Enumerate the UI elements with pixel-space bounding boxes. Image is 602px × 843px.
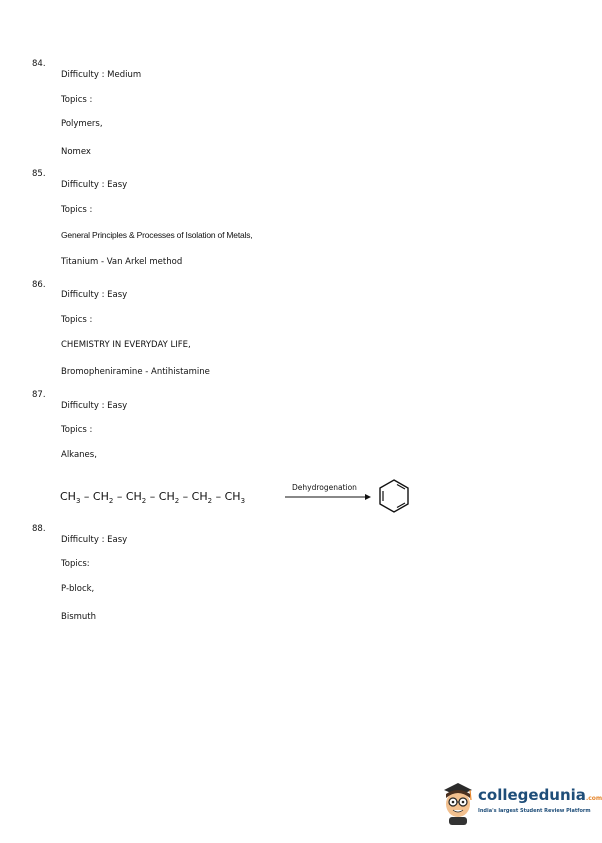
- logo-tld: .com: [585, 795, 602, 802]
- answer-text: Nomex: [61, 147, 91, 157]
- difficulty-label: Difficulty : Medium: [61, 70, 142, 80]
- topic-name: Polymers,: [61, 119, 103, 129]
- question-number: 86.: [32, 280, 46, 290]
- dehydrogenation-reaction: [60, 478, 420, 518]
- benzene-ring-icon: [376, 478, 412, 514]
- question-number: 87.: [32, 390, 46, 400]
- topics-label: Topics :: [61, 315, 93, 325]
- topics-label: Topics :: [61, 95, 93, 105]
- question-number: 88.: [32, 524, 46, 534]
- arrow-label: Dehydrogenation: [292, 483, 357, 492]
- topic-name: Alkanes,: [61, 450, 97, 460]
- answer-text: Titanium - Van Arkel method: [61, 257, 183, 267]
- difficulty-label: Difficulty : Easy: [61, 180, 128, 190]
- question-number: 84.: [32, 59, 46, 69]
- topics-label: Topics :: [61, 425, 93, 435]
- difficulty-label: Difficulty : Easy: [61, 535, 128, 545]
- reaction-arrow-icon: [285, 492, 371, 502]
- topic-name: P-block,: [61, 584, 95, 594]
- answer-text: Bromopheniramine - Antihistamine: [61, 367, 210, 377]
- topic-name: General Principles & Processes of Isolation of Metals,: [61, 230, 253, 240]
- hexane-formula: $CH_3 - CH_2 - CH_2 - CH_2 - CH_2 - CH_3$: [60, 490, 246, 506]
- question-number: 85.: [32, 169, 46, 179]
- topics-label: Topics:: [61, 559, 90, 569]
- logo-wordmark: collegedunia: [478, 786, 586, 804]
- difficulty-label: Difficulty : Easy: [61, 290, 128, 300]
- logo-tagline: India's largest Student Review Platform: [478, 808, 591, 814]
- topics-label: Topics :: [61, 205, 93, 215]
- mascot-icon: [440, 780, 476, 825]
- collegedunia-logo[interactable]: [440, 780, 602, 825]
- topic-name: CHEMISTRY IN EVERYDAY LIFE,: [61, 340, 191, 350]
- answer-text: Bismuth: [61, 612, 97, 622]
- difficulty-label: Difficulty : Easy: [61, 401, 128, 411]
